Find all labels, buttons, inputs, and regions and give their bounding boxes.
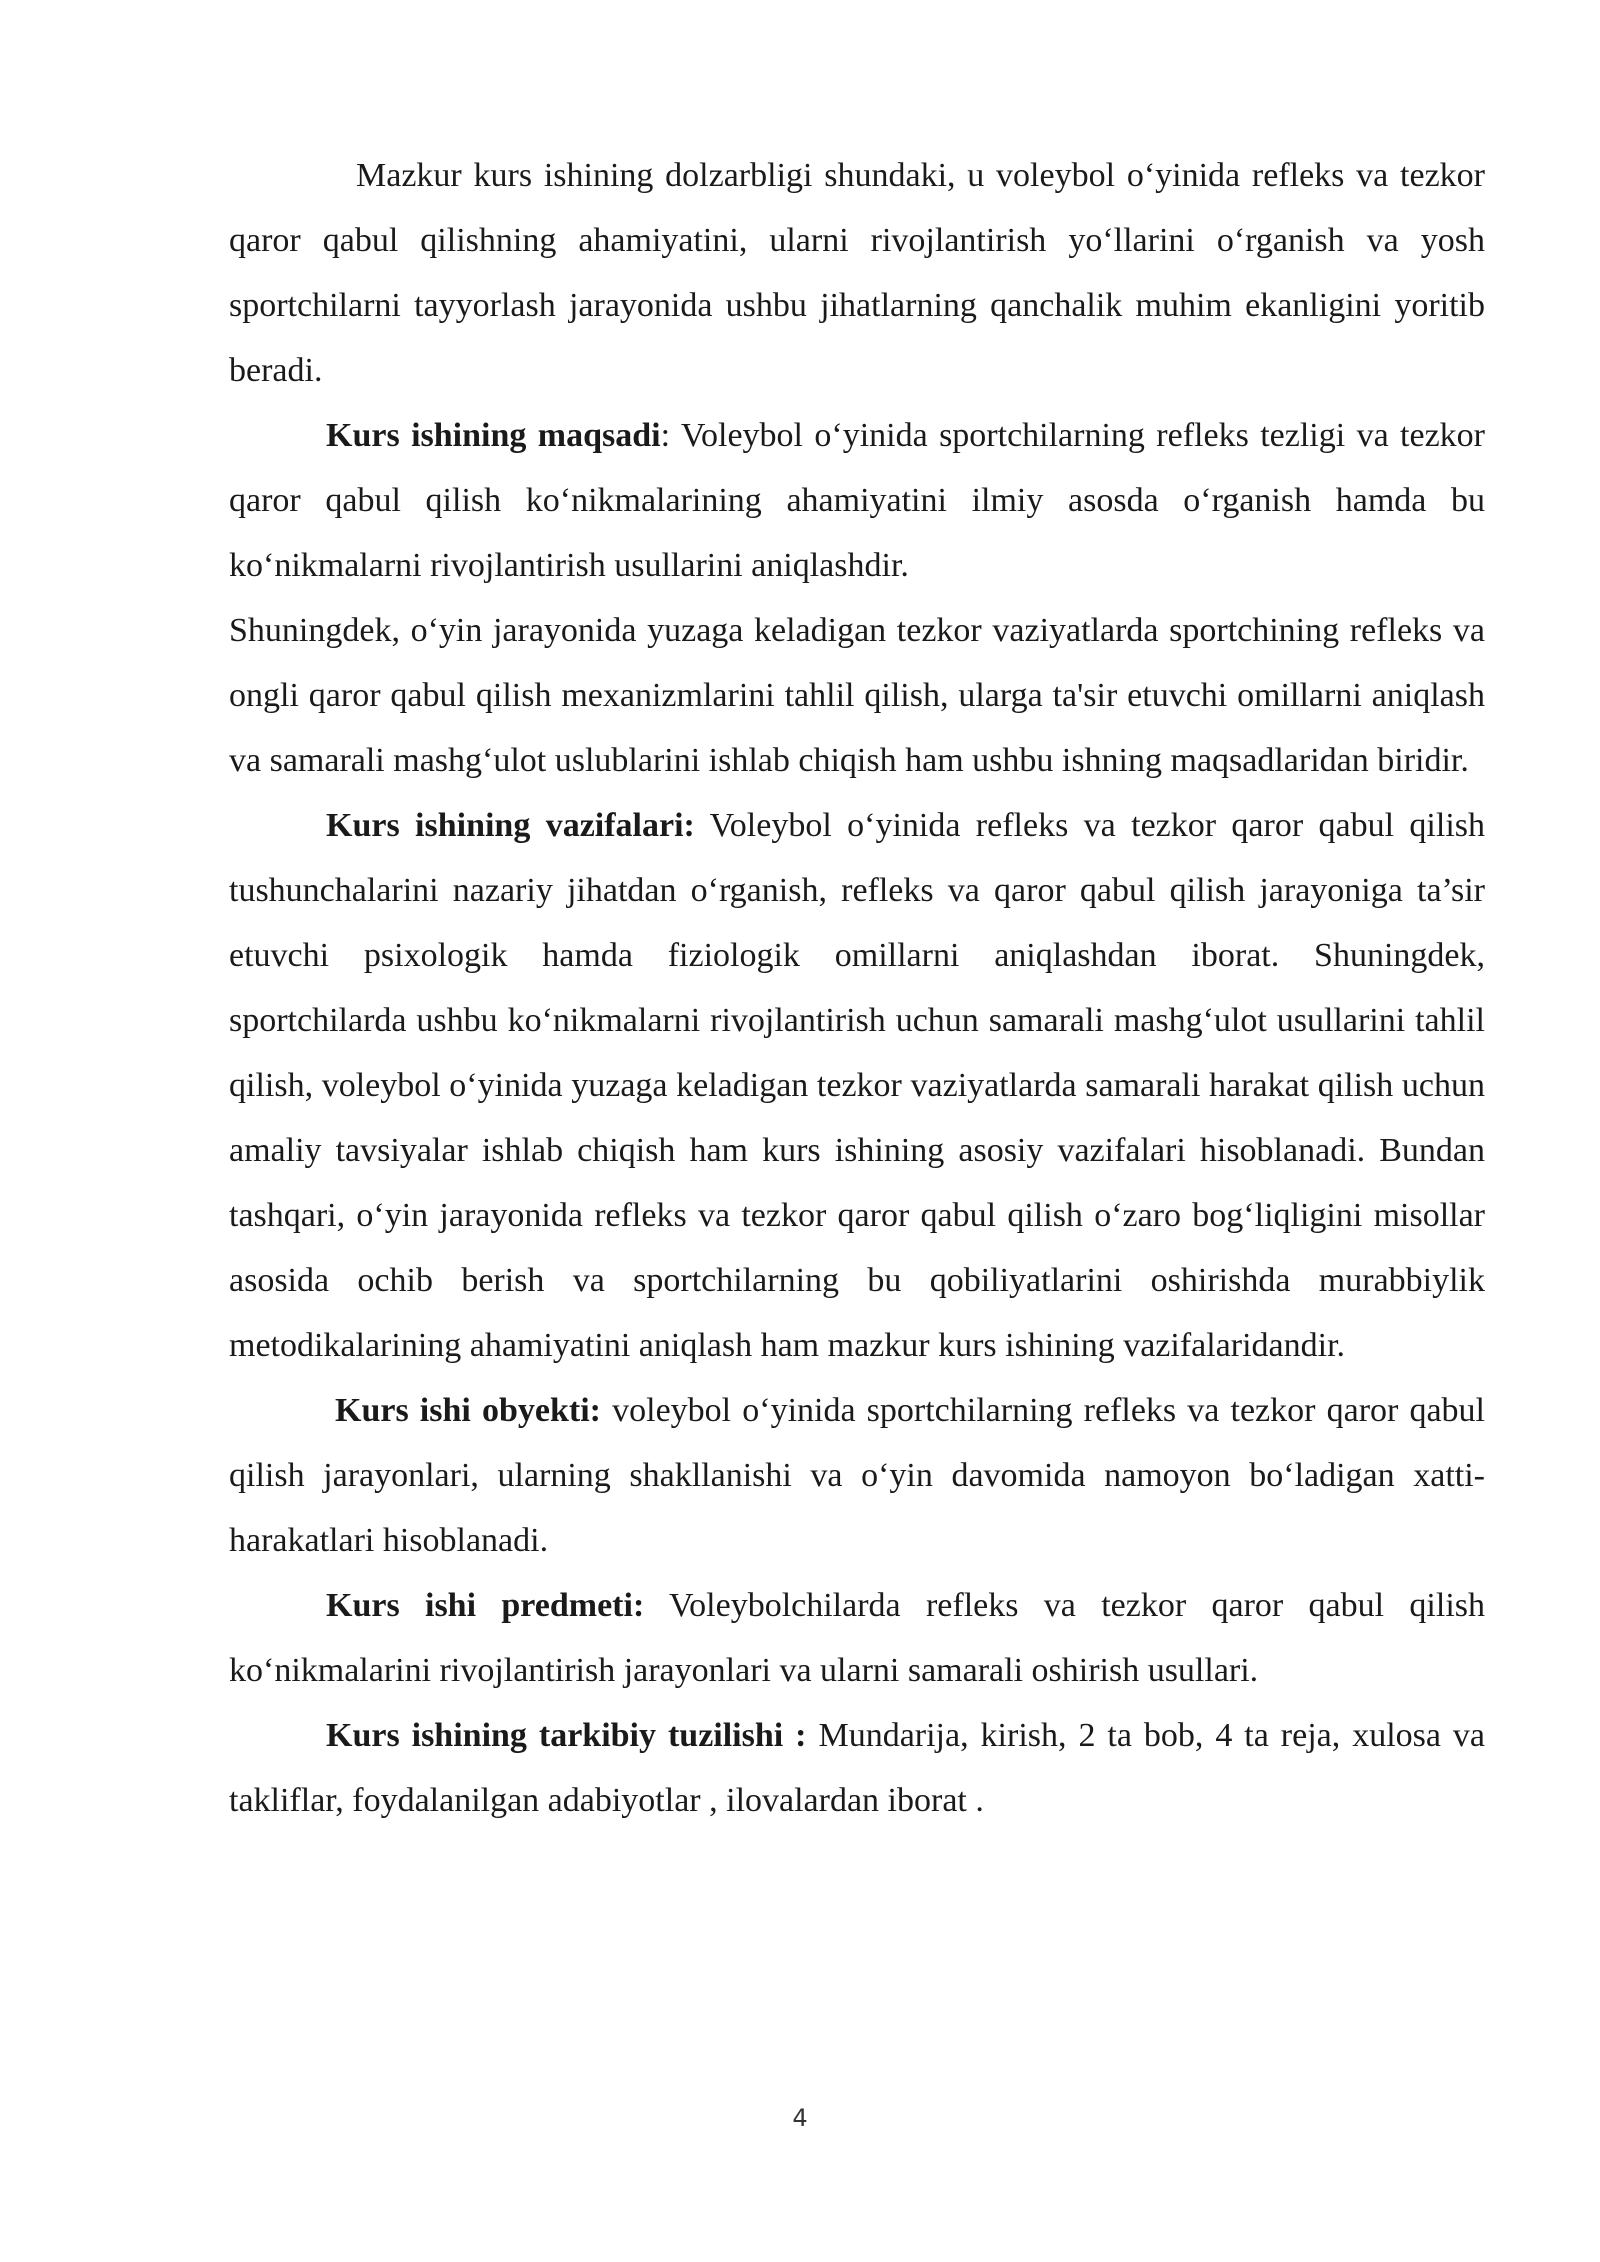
paragraph-object (229, 1378, 1485, 1573)
page-number: 4 (792, 2104, 808, 2132)
paragraph-heading: Kurs ishining tarkibiy tuzilishi : (326, 1717, 807, 1754)
heading-separator: : (660, 417, 681, 454)
heading-separator (695, 807, 710, 844)
paragraph-subject (229, 1573, 1485, 1703)
paragraph-heading: Kurs ishi predmeti: (326, 1587, 645, 1624)
heading-separator (601, 1392, 612, 1429)
paragraph-heading: Kurs ishi obyekti: (335, 1392, 601, 1429)
paragraph-text: Voleybolchilarda refleks va tezkor qaror qabul qilish ko‘nikmalarini rivojlantirish jarayonlari va ularni samarali oshirish usullari. (229, 1587, 1485, 1689)
paragraph-text: Voleybol o‘yinida sportchilarning refleks tezligi va tezkor qaror qabul qilish ko‘nikmalarining ahamiyatini ilmiy asosda o‘rganish hamda bu ko‘nikmalarni rivojlantirish usullarini aniqlashdir. (229, 417, 1485, 584)
paragraph-goal (229, 403, 1485, 598)
paragraph-structure (229, 1703, 1485, 1833)
paragraph-tasks (229, 793, 1485, 1378)
paragraph-relevance (229, 143, 1485, 403)
paragraph-text: Shuningdek, o‘yin jarayonida yuzaga keladigan tezkor vaziyatlarda sportchining refleks va ongli qaror qabul qilish mexanizmlarini tahlil qilish, ularga ta'sir etuvchi omillarni aniqlash va samarali mashg‘ulot uslublarini ishlab chiqish ham ushbu ishning maqsadlaridan biridir. (229, 612, 1485, 779)
body-text (229, 143, 1485, 1833)
heading-separator (807, 1717, 819, 1754)
paragraph-goal-continued (229, 598, 1485, 793)
paragraph-text: voleybol o‘yinida sportchilarning refleks va tezkor qaror qabul qilish jarayonlari, ularning shakllanishi va o‘yin davomida namoyon bo‘ladigan xatti-harakatlari hisoblanadi. (229, 1392, 1486, 1559)
heading-separator (644, 1587, 669, 1624)
paragraph-text: Voleybol o‘yinida refleks va tezkor qaror qabul qilish tushunchalarini nazariy jihatdan o‘rganish, refleks va qaror qabul qilish jarayoniga ta’sir etuvchi psixologik hamda fiziologik omillarni aniqlashdan iborat. Shuningdek, sportchilarda ushbu ko‘nikmalarni rivojlantirish uchun samarali mashg‘ulot usullarini tahlil qilish, voleybol o‘yinida yuzaga keladigan tezkor vaziyatlarda samarali harakat qilish uchun amaliy tavsiyalar ishlab chiqish ham kurs ishining asosiy vazifalari hisoblanadi. Bundan tashqari, o‘yin jarayonida refleks va tezkor qaror qabul qilish o‘zaro bog‘liqligini misollar asosida ochib berish va sportchilarning bu qobiliyatlarini oshirishda murabbiylik metodikalarining ahamiyatini aniqlash ham mazkur kurs ishining vazifalaridandir. (229, 807, 1485, 1364)
paragraph-text: Mundarija, kirish, 2 ta bob, 4 ta reja, xulosa va takliflar, foydalanilgan adabiyotlar , ilovalardan iborat . (229, 1717, 1486, 1819)
paragraph-heading: Kurs ishining vazifalari: (326, 807, 695, 844)
paragraph-text: Mazkur kurs ishining dolzarbligi shundaki, u voleybol o‘yinida refleks va tezkor qaror qabul qilishning ahamiyatini, ularni rivojlantirish yo‘llarini o‘rganish va yosh sportchilarni tayyorlash jarayonida ushbu jihatlarning qanchalik muhim ekanligini yoritib beradi. (229, 157, 1485, 389)
paragraph-heading: Kurs ishining maqsadi (326, 417, 661, 454)
